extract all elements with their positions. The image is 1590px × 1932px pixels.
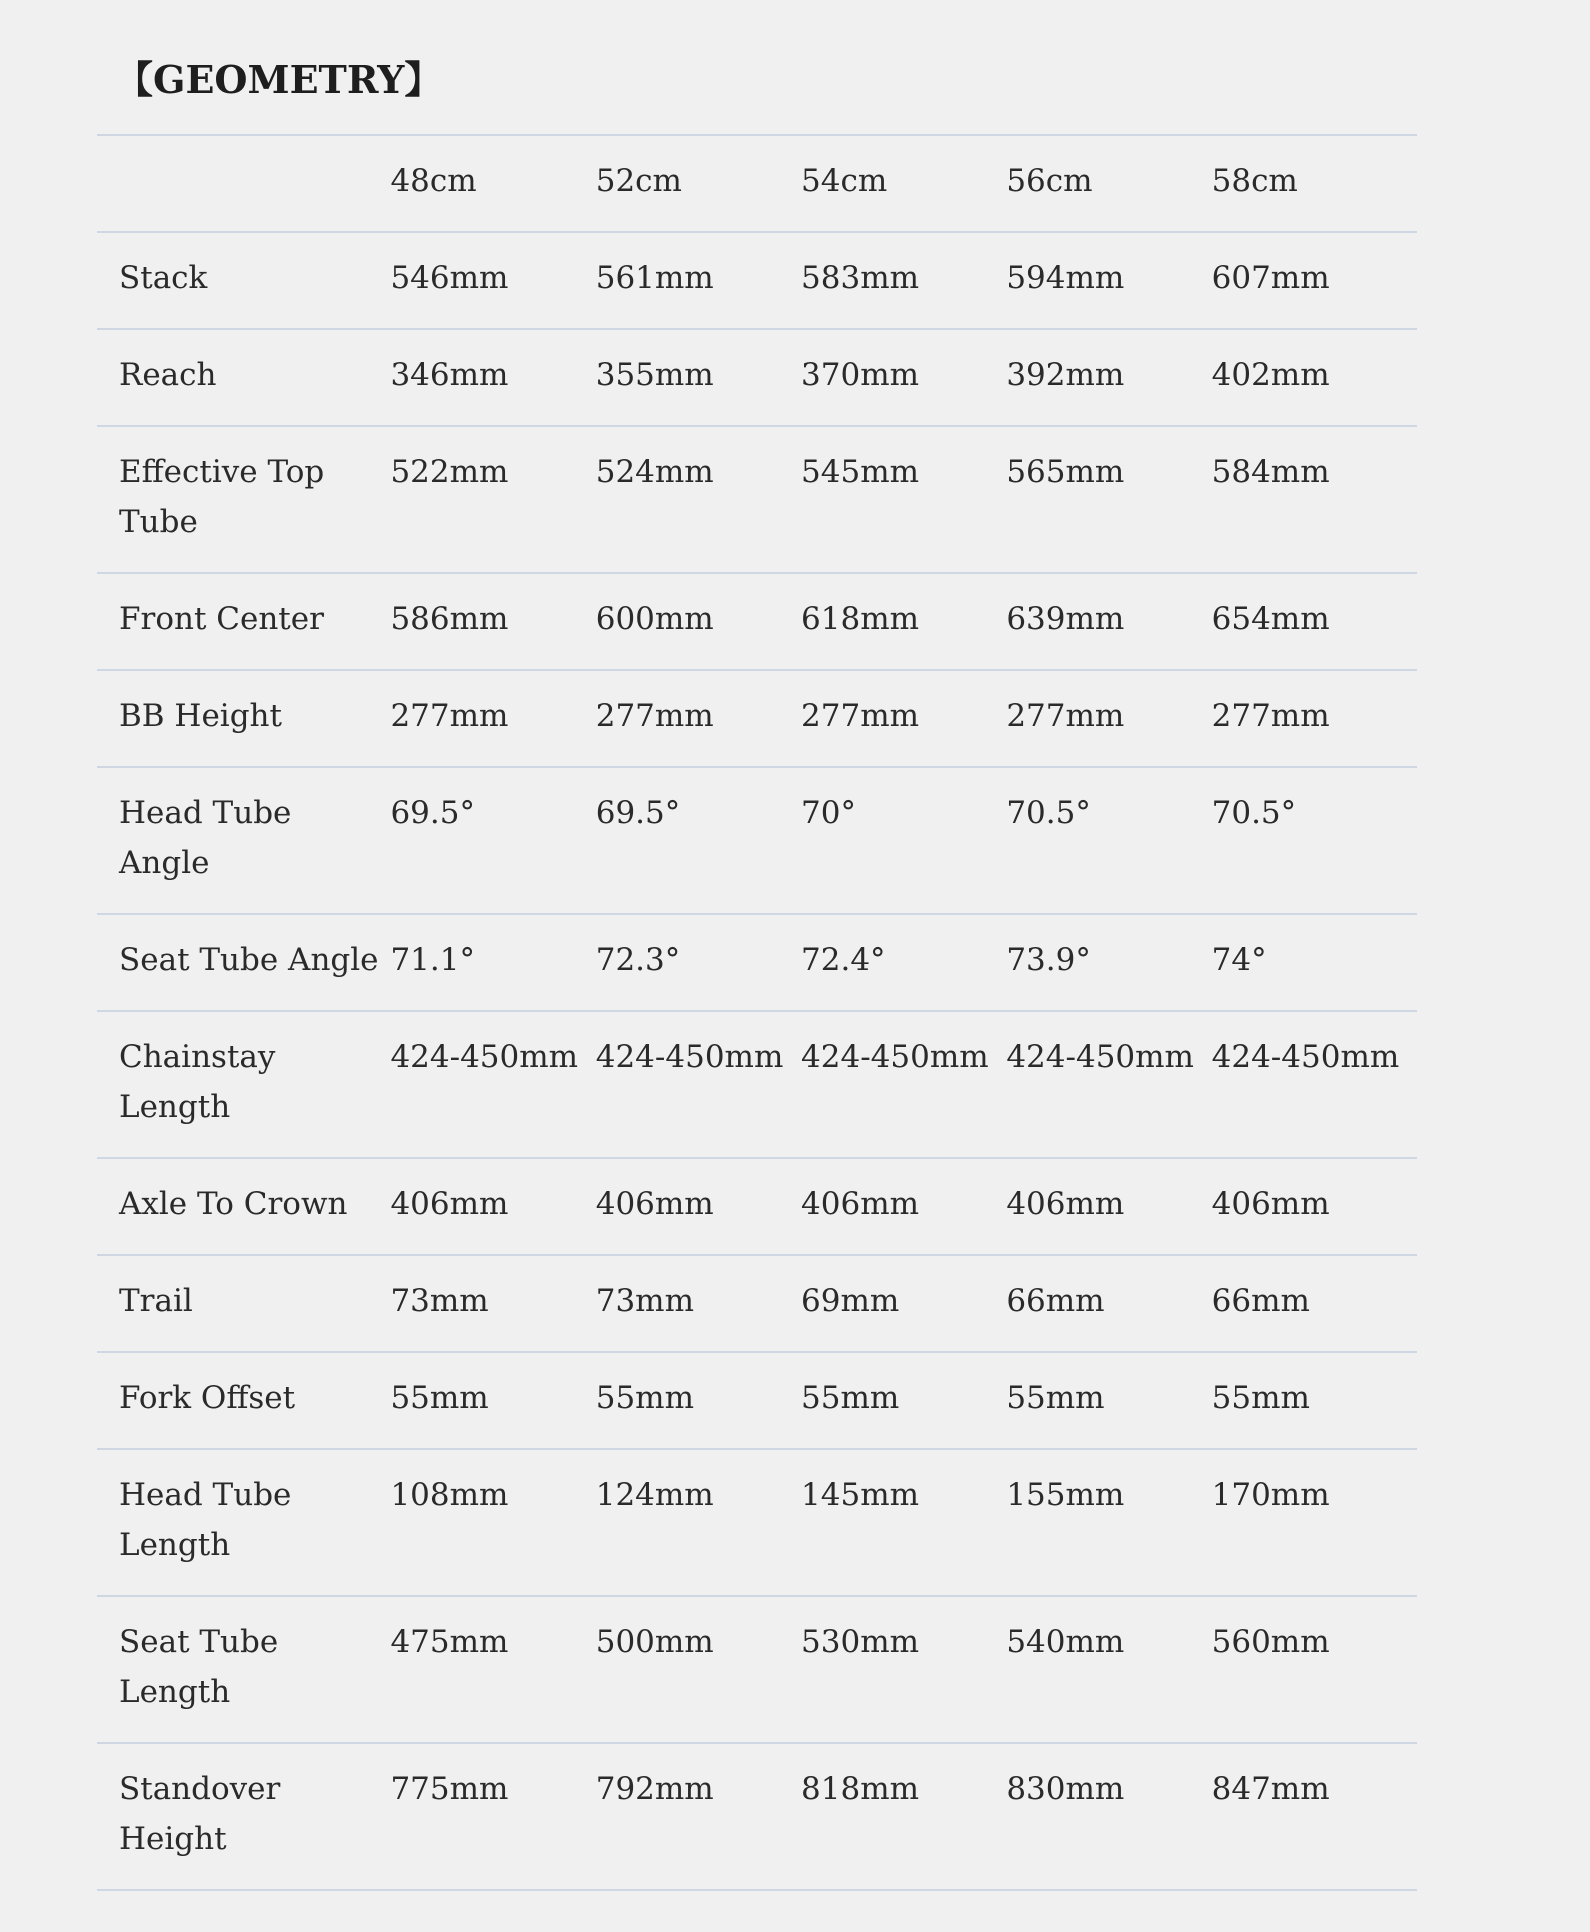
table-cell: 73mm: [390, 1255, 595, 1352]
table-row: [97, 573, 1417, 670]
table-cell: 540mm: [1006, 1596, 1211, 1743]
table-cell: 406mm: [596, 1158, 801, 1255]
table-row: [97, 1743, 1417, 1890]
row-label: Seat Tube Length: [97, 1596, 390, 1743]
row-label: BB Height: [97, 670, 390, 767]
table-cell: 70°: [801, 767, 1006, 914]
table-cell: 124mm: [596, 1449, 801, 1596]
column-header: 54cm: [801, 135, 1006, 232]
table-row: [97, 1158, 1417, 1255]
table-cell: 500mm: [596, 1596, 801, 1743]
table-cell: 66mm: [1212, 1255, 1417, 1352]
table-cell: 277mm: [390, 670, 595, 767]
table-cell: 277mm: [801, 670, 1006, 767]
table-cell: 145mm: [801, 1449, 1006, 1596]
table-cell: 170mm: [1212, 1449, 1417, 1596]
table-cell: 475mm: [390, 1596, 595, 1743]
table-cell: 55mm: [801, 1352, 1006, 1449]
table-cell: 830mm: [1006, 1743, 1211, 1890]
table-cell: 522mm: [390, 426, 595, 573]
table-cell: 424-450mm: [390, 1011, 595, 1158]
geometry-table: [97, 134, 1417, 1891]
row-label: Head Tube Angle: [97, 767, 390, 914]
table-cell: 424-450mm: [1006, 1011, 1211, 1158]
table-cell: 108mm: [390, 1449, 595, 1596]
table-cell: 565mm: [1006, 426, 1211, 573]
table-row: [97, 767, 1417, 914]
table-row: [97, 914, 1417, 1011]
table-header-row: [97, 135, 1417, 232]
table-row: [97, 426, 1417, 573]
table-row: [97, 1011, 1417, 1158]
row-label: Effective Top Tube: [97, 426, 390, 573]
table-cell: 639mm: [1006, 573, 1211, 670]
row-label: Trail: [97, 1255, 390, 1352]
table-cell: 66mm: [1006, 1255, 1211, 1352]
table-cell: 73.9°: [1006, 914, 1211, 1011]
row-label: Reach: [97, 329, 390, 426]
table-cell: 406mm: [1006, 1158, 1211, 1255]
table-cell: 654mm: [1212, 573, 1417, 670]
table-cell: 72.4°: [801, 914, 1006, 1011]
table-cell: 424-450mm: [1212, 1011, 1417, 1158]
table-row: [97, 1255, 1417, 1352]
table-cell: 355mm: [596, 329, 801, 426]
row-label: Front Center: [97, 573, 390, 670]
table-cell: 55mm: [1006, 1352, 1211, 1449]
row-label: Stack: [97, 232, 390, 329]
row-label: Head Tube Length: [97, 1449, 390, 1596]
table-cell: 277mm: [596, 670, 801, 767]
table-cell: 594mm: [1006, 232, 1211, 329]
row-label: Axle To Crown: [97, 1158, 390, 1255]
table-cell: 370mm: [801, 329, 1006, 426]
column-header: 56cm: [1006, 135, 1211, 232]
table-row: [97, 670, 1417, 767]
table-cell: 406mm: [801, 1158, 1006, 1255]
table-cell: 72.3°: [596, 914, 801, 1011]
row-label: Seat Tube Angle: [97, 914, 390, 1011]
table-cell: 530mm: [801, 1596, 1006, 1743]
table-cell: 586mm: [390, 573, 595, 670]
table-cell: 392mm: [1006, 329, 1211, 426]
table-cell: 584mm: [1212, 426, 1417, 573]
table-cell: 618mm: [801, 573, 1006, 670]
table-cell: 69.5°: [390, 767, 595, 914]
table-cell: 70.5°: [1006, 767, 1211, 914]
table-row: [97, 1352, 1417, 1449]
table-cell: 277mm: [1212, 670, 1417, 767]
table-cell: 74°: [1212, 914, 1417, 1011]
table-cell: 424-450mm: [801, 1011, 1006, 1158]
column-header: 58cm: [1212, 135, 1417, 232]
table-cell: 560mm: [1212, 1596, 1417, 1743]
table-cell: 73mm: [596, 1255, 801, 1352]
table-cell: 70.5°: [1212, 767, 1417, 914]
table-cell: 607mm: [1212, 232, 1417, 329]
table-cell: 424-450mm: [596, 1011, 801, 1158]
table-cell: 55mm: [390, 1352, 595, 1449]
table-cell: 406mm: [390, 1158, 595, 1255]
table-cell: 155mm: [1006, 1449, 1211, 1596]
row-label: Fork Offset: [97, 1352, 390, 1449]
table-cell: 406mm: [1212, 1158, 1417, 1255]
table-cell: 277mm: [1006, 670, 1211, 767]
table-cell: 546mm: [390, 232, 595, 329]
table-cell: 346mm: [390, 329, 595, 426]
row-label: Standover Height: [97, 1743, 390, 1890]
table-cell: 69mm: [801, 1255, 1006, 1352]
table-row: [97, 232, 1417, 329]
table-cell: 847mm: [1212, 1743, 1417, 1890]
table-cell: 775mm: [390, 1743, 595, 1890]
table-row: [97, 1449, 1417, 1596]
table-cell: 583mm: [801, 232, 1006, 329]
table-cell: 524mm: [596, 426, 801, 573]
table-cell: 792mm: [596, 1743, 801, 1890]
table-cell: 55mm: [1212, 1352, 1417, 1449]
column-header: 52cm: [596, 135, 801, 232]
table-cell: 55mm: [596, 1352, 801, 1449]
table-cell: 561mm: [596, 232, 801, 329]
row-label: Chainstay Length: [97, 1011, 390, 1158]
table-cell: 818mm: [801, 1743, 1006, 1890]
table-cell: 402mm: [1212, 329, 1417, 426]
column-header: [97, 135, 390, 232]
table-cell: 71.1°: [390, 914, 595, 1011]
column-header: 48cm: [390, 135, 595, 232]
table-cell: 600mm: [596, 573, 801, 670]
table-row: [97, 1596, 1417, 1743]
table-cell: 69.5°: [596, 767, 801, 914]
page-title: 【GEOMETRY】: [115, 57, 443, 102]
table-row: [97, 329, 1417, 426]
table-cell: 545mm: [801, 426, 1006, 573]
